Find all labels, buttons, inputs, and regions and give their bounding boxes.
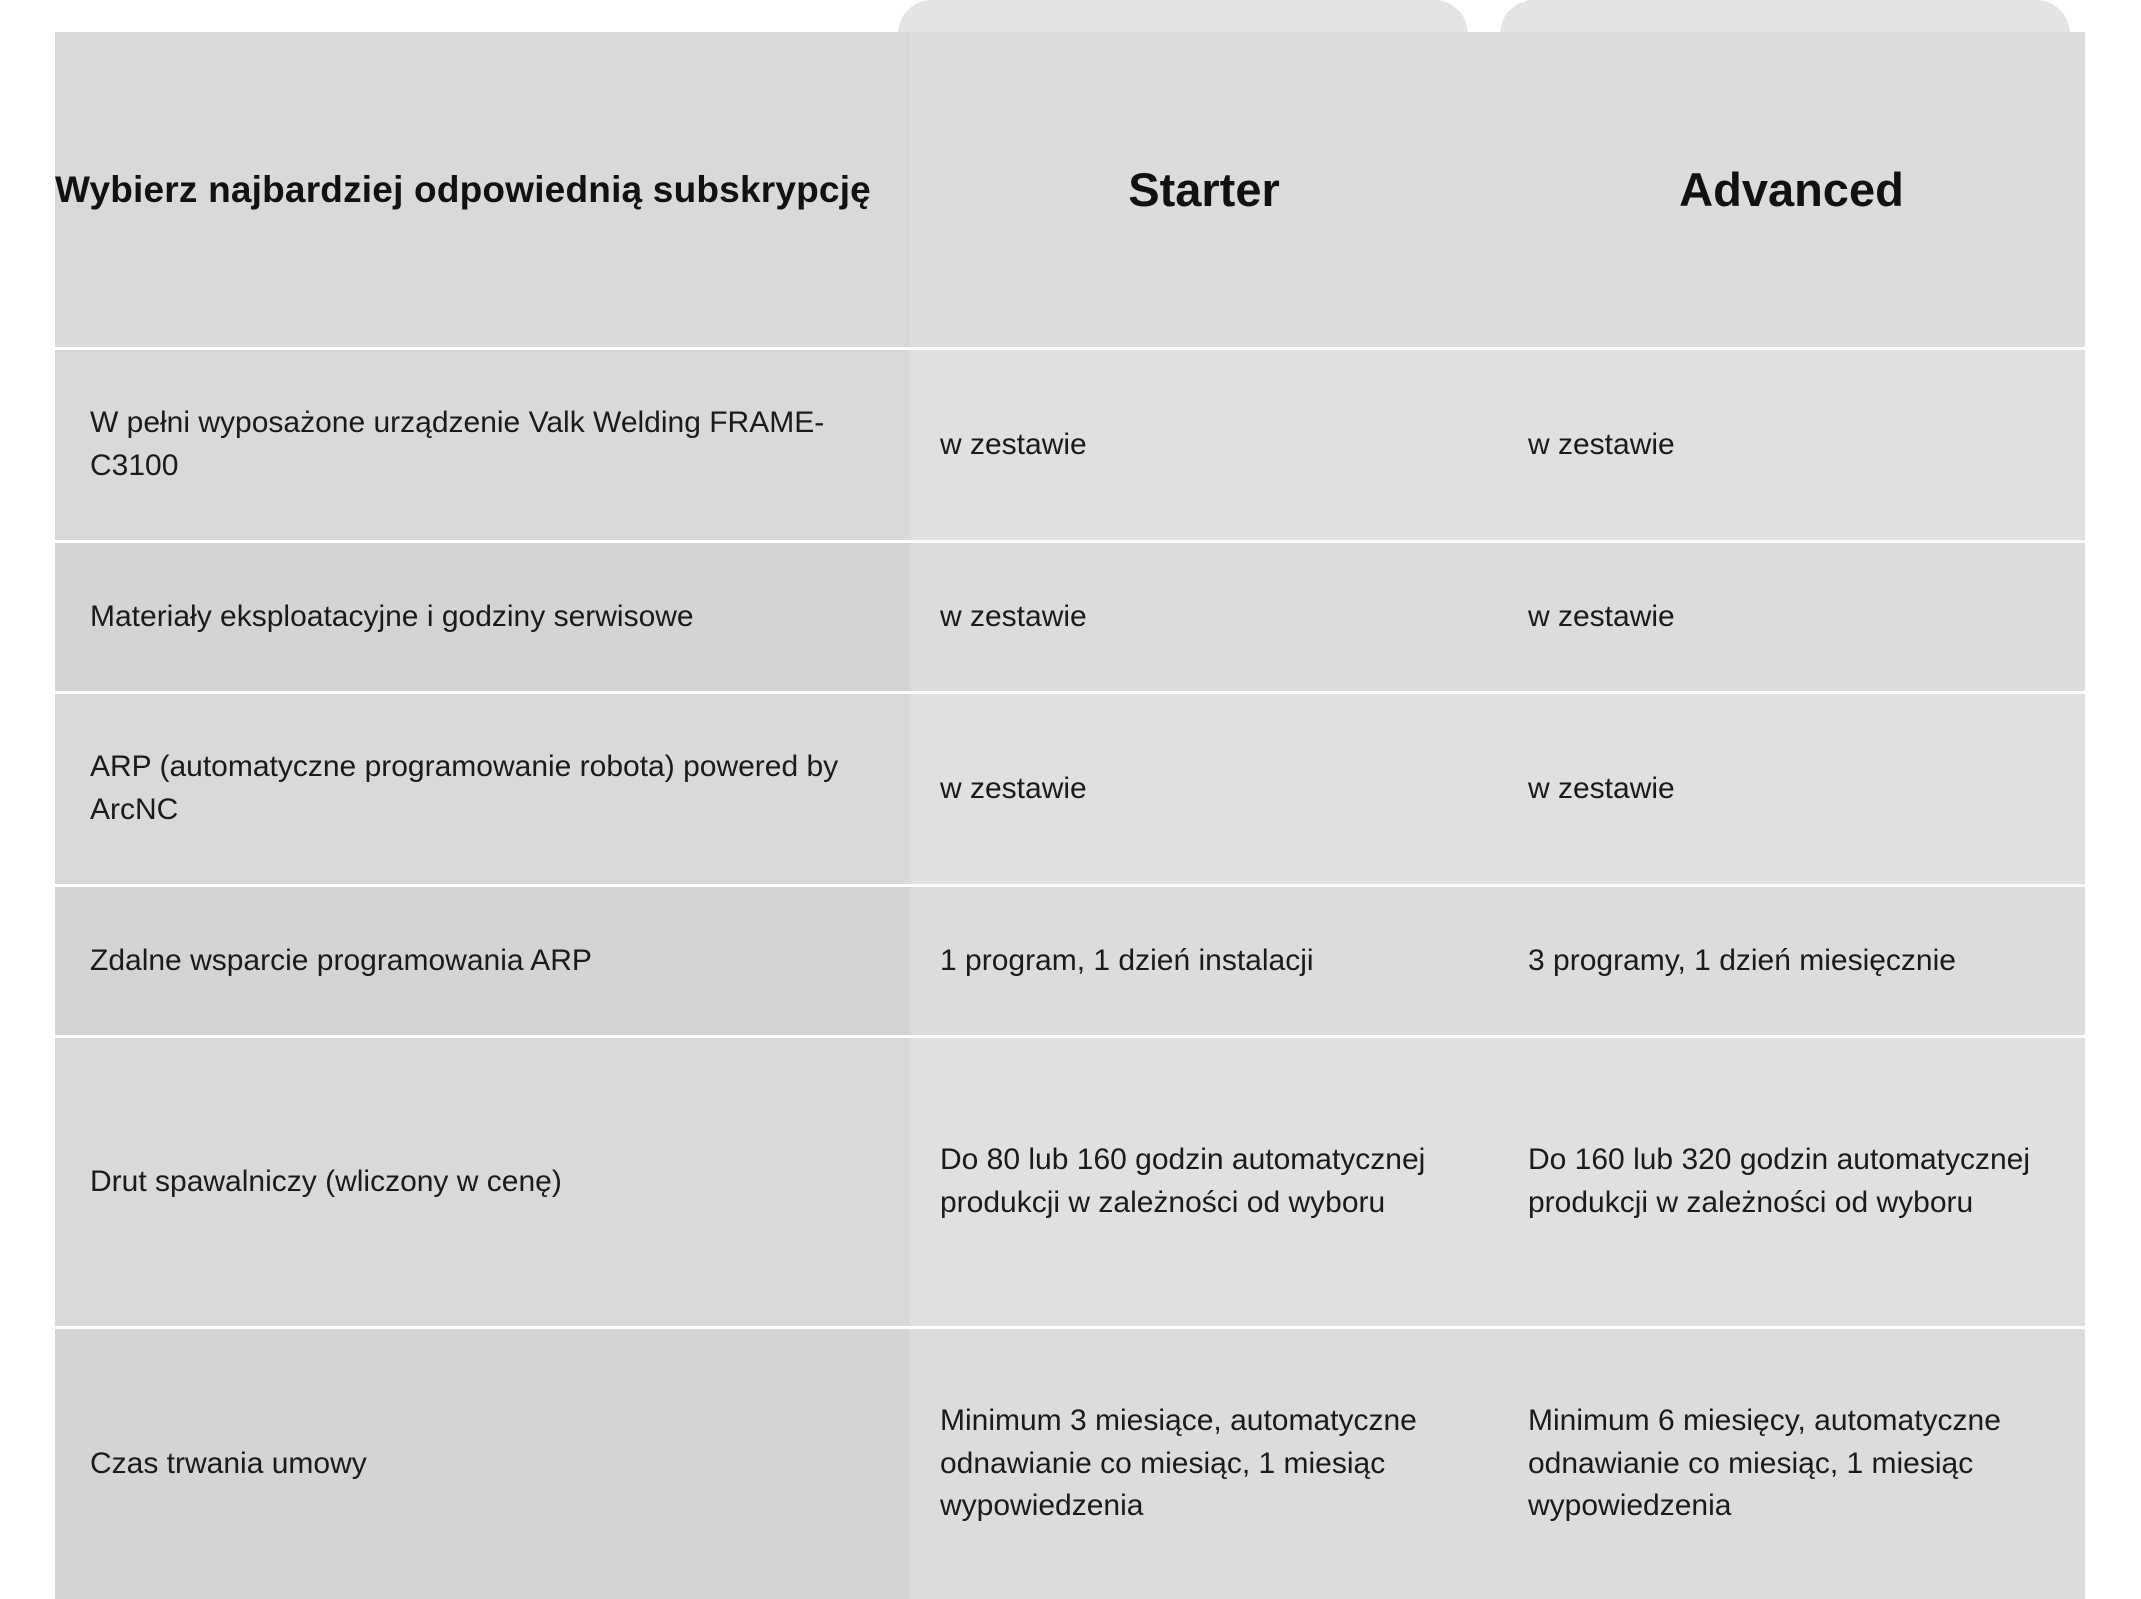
value-advanced: w zestawie [1498, 542, 2085, 693]
value-advanced: Minimum 6 miesięcy, automatyczne odnawianie co miesiąc, 1 miesiąc wypowiedzenia [1498, 1328, 2085, 1599]
table-row [55, 349, 2085, 542]
value-advanced: w zestawie [1498, 693, 2085, 886]
table-row [55, 886, 2085, 1037]
feature-label: Materiały eksploatacyjne i godziny serwisowe [55, 542, 910, 693]
value-advanced: 3 programy, 1 dzień miesięcznie [1498, 886, 2085, 1037]
value-starter: 1 program, 1 dzień instalacji [910, 886, 1498, 1037]
value-starter: w zestawie [910, 349, 1498, 542]
feature-label: Zdalne wsparcie programowania ARP [55, 886, 910, 1037]
value-advanced: Do 160 lub 320 godzin automatycznej produkcji w zależności od wyboru [1498, 1037, 2085, 1328]
value-starter: Do 80 lub 160 godzin automatycznej produkcji w zależności od wyboru [910, 1037, 1498, 1328]
plan-header-advanced: Advanced [1498, 32, 2085, 349]
feature-label: ARP (automatyczne programowanie robota) powered by ArcNC [55, 693, 910, 886]
feature-label: Czas trwania umowy [55, 1328, 910, 1599]
feature-label: W pełni wyposażone urządzenie Valk Welding FRAME-C3100 [55, 349, 910, 542]
value-starter: Minimum 3 miesiące, automatyczne odnawianie co miesiąc, 1 miesiąc wypowiedzenia [910, 1328, 1498, 1599]
table-row [55, 1328, 2085, 1599]
value-advanced: w zestawie [1498, 349, 2085, 542]
page-title: Wybierz najbardziej odpowiednią subskrypcję [55, 32, 910, 349]
feature-label: Drut spawalniczy (wliczony w cenę) [55, 1037, 910, 1328]
table-header-row [55, 32, 2085, 349]
value-starter: w zestawie [910, 542, 1498, 693]
table-row [55, 542, 2085, 693]
value-starter: w zestawie [910, 693, 1498, 886]
plan-header-starter: Starter [910, 32, 1498, 349]
table-row [55, 1037, 2085, 1328]
subscription-comparison-table [55, 32, 2085, 1599]
table-row [55, 693, 2085, 886]
